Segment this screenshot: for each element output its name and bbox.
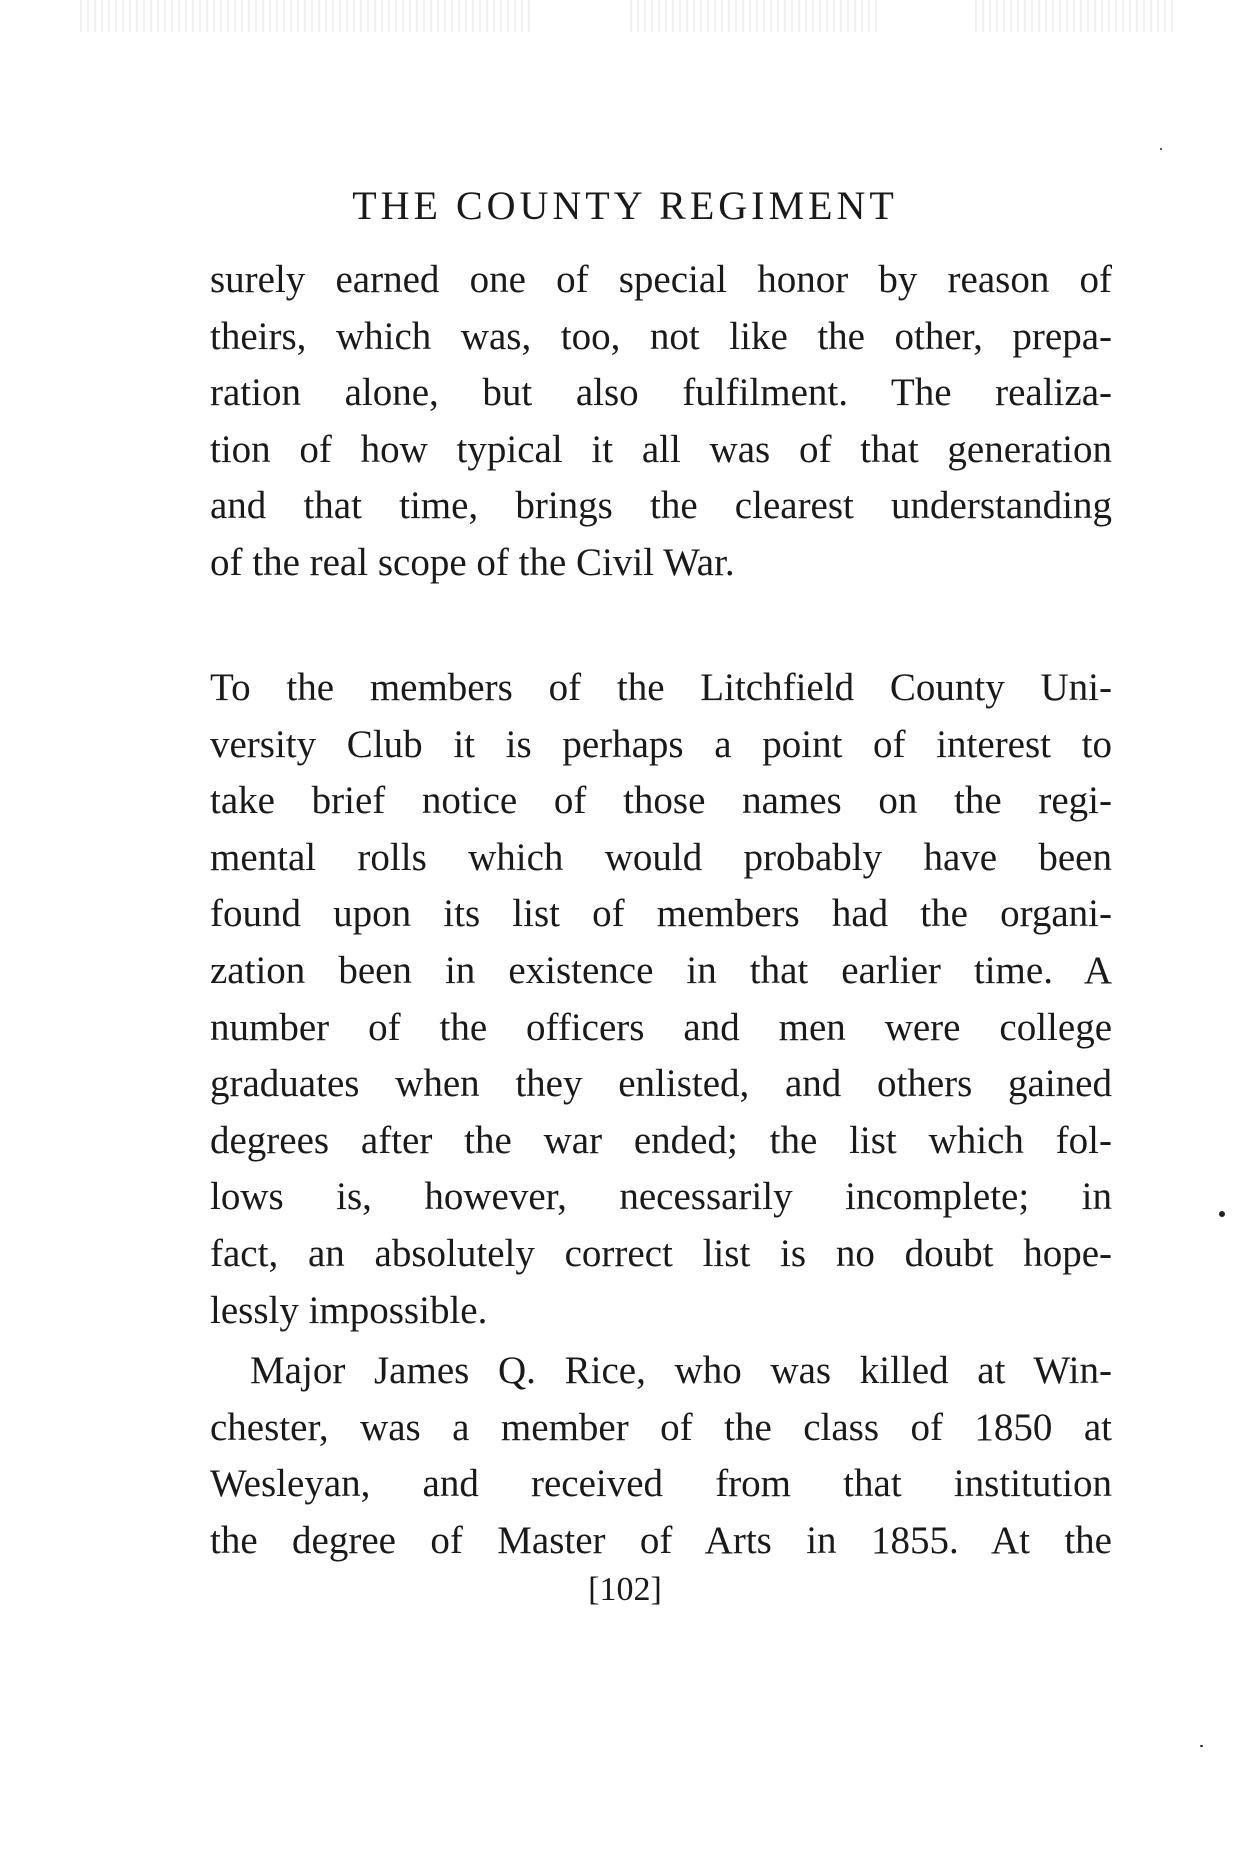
text-line: zation been in existence in that earlier time. A <box>210 948 1112 992</box>
text-line: ration alone, but also fulfilment. The realiza- <box>210 371 1112 415</box>
scan-speck <box>1219 1211 1225 1217</box>
text-line: take brief notice of those names on the regi- <box>210 779 1112 823</box>
text-line: graduates when they enlisted, and others gained <box>210 1062 1112 1106</box>
text-line: surely earned one of special honor by reason of <box>210 258 1112 301</box>
text-line: versity Club it is perhaps a point of interest to <box>210 722 1112 766</box>
text-line: fact, an absolutely correct list is no doubt hope- <box>210 1231 1112 1275</box>
text-line: degrees after the war ended; the list which fol- <box>210 1118 1112 1162</box>
scan-noise-left <box>80 0 530 32</box>
paragraph-major-rice <box>210 1343 1112 1569</box>
text-line: To the members of the Litchfield County Uni- <box>210 666 1112 709</box>
text-line: the degree of Master of Arts in 1855. At the <box>210 1518 1112 1562</box>
text-line: chester, was a member of the class of 1850 at <box>210 1405 1112 1449</box>
scan-noise-center <box>630 0 880 32</box>
text-line: found upon its list of members had the organi- <box>210 892 1112 936</box>
text-line: lows is, however, necessarily incomplete; in <box>210 1175 1112 1219</box>
paragraph-continuation <box>210 252 1112 592</box>
scan-speck <box>1160 148 1162 150</box>
text-line: tion of how typical it all was of that generation <box>210 427 1112 471</box>
text-line: number of the officers and men were college <box>210 1005 1112 1049</box>
page-number: [102] <box>588 1571 662 1608</box>
running-head: THE COUNTY REGIMENT <box>352 183 898 228</box>
text-line: Wesleyan, and received from that institution <box>210 1462 1112 1506</box>
text-line: Major James Q. Rice, who was killed at Win- <box>250 1349 1112 1392</box>
text-line: lessly impossible. <box>210 1288 488 1332</box>
scan-speck <box>1200 1745 1203 1747</box>
text-line: theirs, which was, too, not like the other, prepa- <box>210 314 1112 358</box>
text-line: mental rolls which would probably have been <box>210 835 1112 879</box>
scan-noise-right <box>975 0 1175 32</box>
text-line: and that time, brings the clearest understanding <box>210 484 1112 528</box>
paragraph-university-club <box>210 660 1112 1339</box>
text-line: of the real scope of the Civil War. <box>210 540 735 584</box>
